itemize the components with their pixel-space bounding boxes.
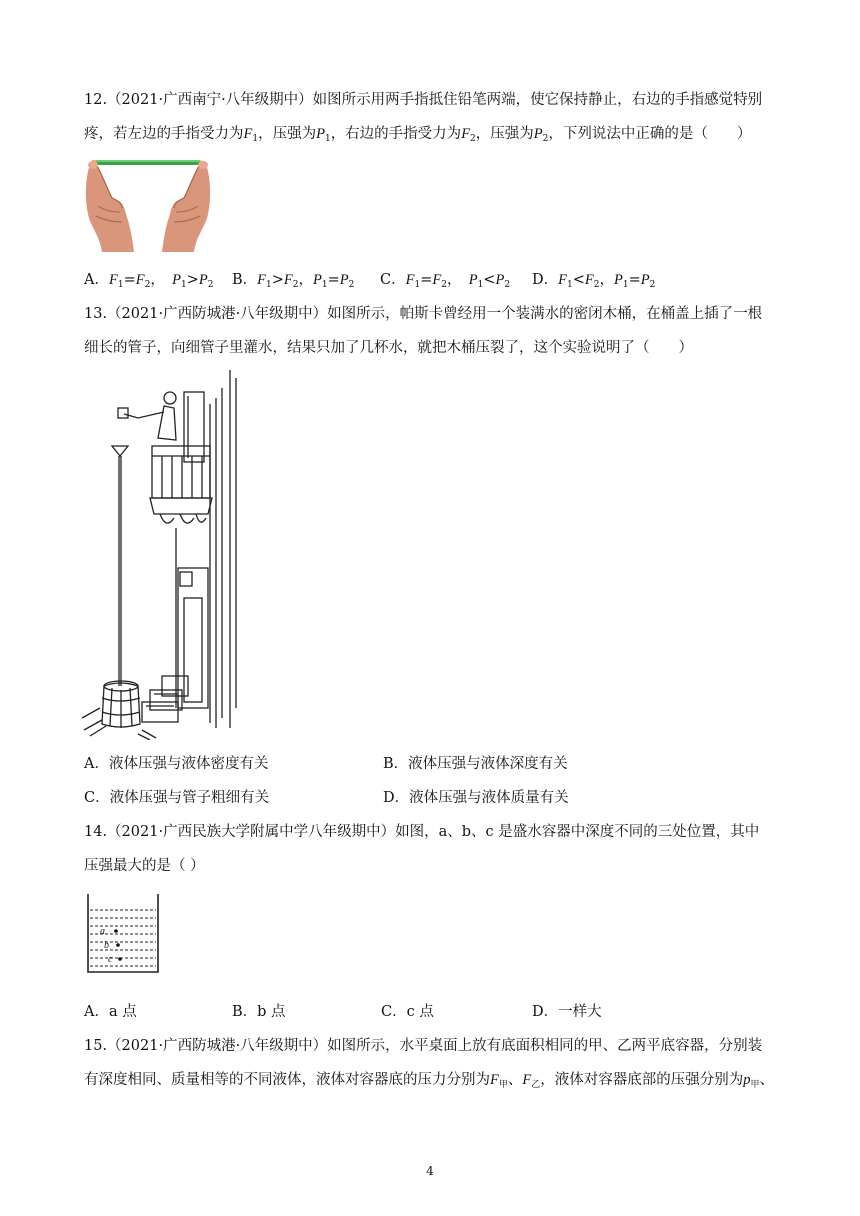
pencil-hands-figure — [82, 156, 214, 252]
q12-line2: 疼，若左边的手指受力为$F_1$，压强为$P_1$，右边的手指受力为$F_2$，压强为$P_2$，下列说法中正确的是（ ） — [84, 126, 752, 144]
point-c-dot — [118, 957, 122, 961]
q13-option-a[interactable]: A．液体压强与液体密度有关 — [84, 756, 269, 772]
page-number: 4 — [426, 1164, 434, 1178]
q14-option-b[interactable]: B．b 点 — [232, 1004, 286, 1020]
point-a-dot — [114, 929, 118, 933]
q12-option-d[interactable]: D．$F_1<F_2$，$P_1=P_2$ — [532, 272, 656, 290]
q12-option-b[interactable]: B．$F_1>F_2$，$P_1=P_2$ — [232, 272, 355, 290]
q14-option-d[interactable]: D．一样大 — [532, 1004, 602, 1020]
q12-option-a[interactable]: A．$F_1=F_2$， $P_1>P_2$ — [84, 272, 214, 290]
point-c-label: c — [108, 954, 113, 965]
q13-line2: 细长的管子，向细管子里灌水，结果只加了几杯水，就把木桶压裂了，这个实验说明了（ ） — [84, 340, 693, 356]
point-b-label: b — [104, 940, 109, 951]
q13-option-b[interactable]: B．液体压强与液体深度有关 — [383, 756, 568, 772]
q13-option-d[interactable]: D．液体压强与液体质量有关 — [383, 790, 569, 806]
point-a-label: a — [100, 926, 105, 937]
q14-option-a[interactable]: A．a 点 — [84, 1004, 137, 1020]
q14-option-c[interactable]: C．c 点 — [381, 1004, 434, 1020]
q13-line1: 13.（2021·广西防城港·八年级期中）如图所示，帕斯卡曾经用一个装满水的密闭木桶，在桶盖上插了一根 — [84, 306, 763, 322]
q15-line2: 有深度相同、质量相等的不同液体，液体对容器底的压力分别为$F_甲$、$F_乙$，液体对容器底部的压强分别为$p_甲$、 — [84, 1072, 775, 1090]
q14-line1: 14.（2021·广西民族大学附属中学八年级期中）如图，a、b、c 是盛水容器中深度不同的三处位置，其中 — [84, 824, 760, 840]
water-container-figure — [84, 892, 164, 976]
q14-line2: 压强最大的是（ ） — [84, 858, 205, 874]
q12-option-c[interactable]: C．$F_1=F_2$， $P_1<P_2$ — [380, 272, 511, 290]
q12-line1: 12.（2021·广西南宁·八年级期中）如图所示用两手指抵住铅笔两端，使它保持静止，右边的手指感觉特别 — [84, 92, 763, 108]
point-b-dot — [116, 943, 120, 947]
q15-line1: 15.（2021·广西防城港·八年级期中）如图所示，水平桌面上放有底面积相同的甲、乙两平底容器，分别装 — [84, 1038, 763, 1054]
pascal-barrel-figure — [80, 368, 242, 740]
q13-option-c[interactable]: C．液体压强与管子粗细有关 — [84, 790, 270, 806]
